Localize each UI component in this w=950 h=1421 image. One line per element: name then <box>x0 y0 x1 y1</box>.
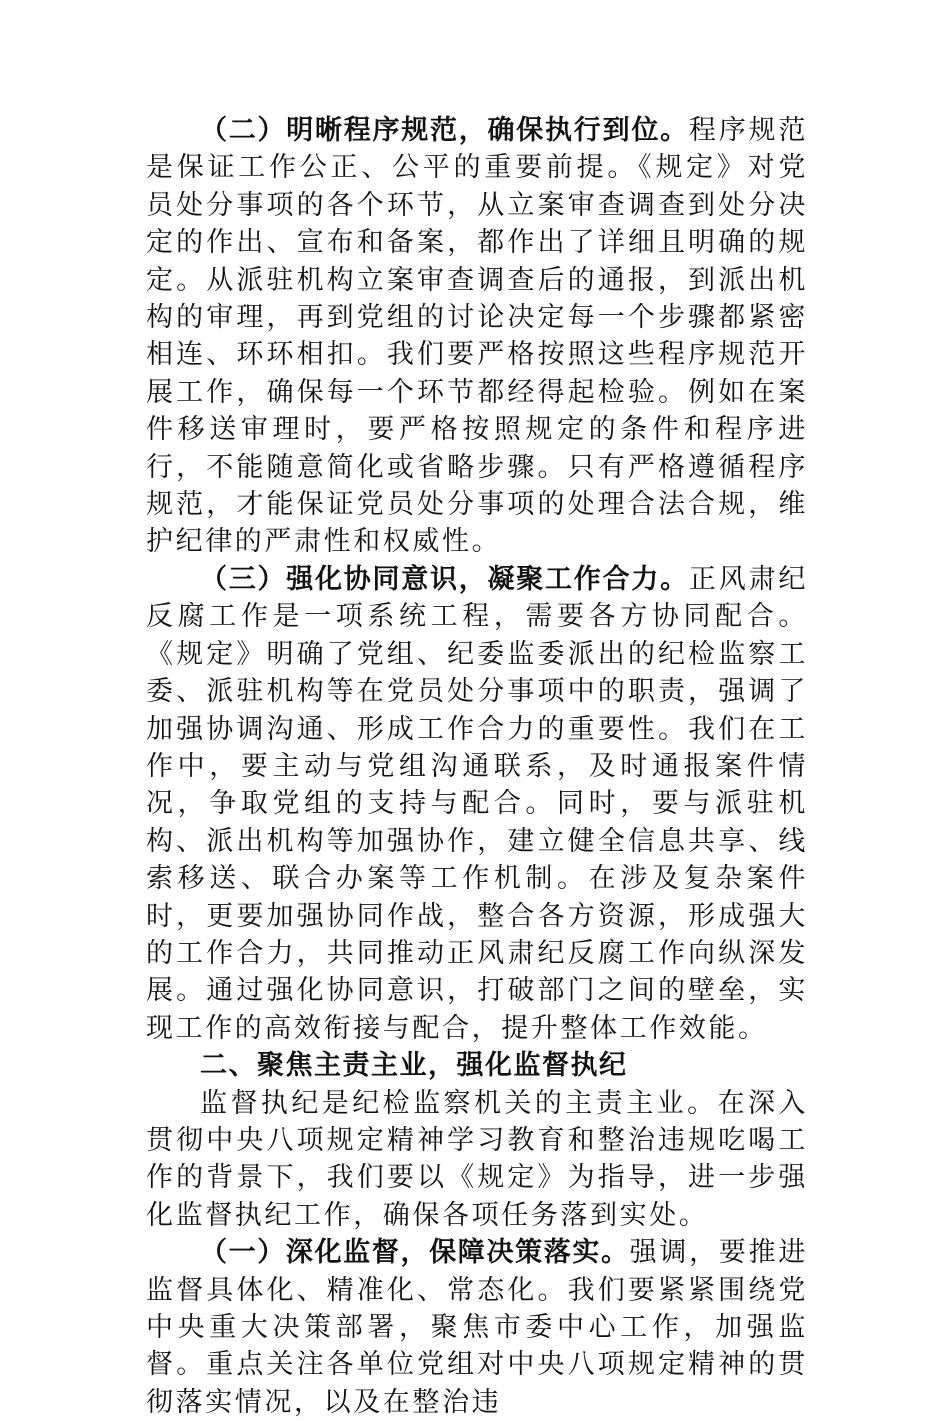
paragraph-body: 程序规范是保证工作公正、公平的重要前提。《规定》对党员处分事项的各个环节，从立案审查调查到处分决定的作出、宣布和备案，都作出了详细且明确的规定。从派驻机构立案审查调查后的通报，到派出机构的审理，再到党组的讨论决定每一个步骤都紧密相连、环环相扣。我们要严格按照这些程序规范开展工作，确保每一个环节都经得起检验。例如在案件移送审理时，要严格按照规定的条件和程序进行，不能随意简化或省略步骤。只有严格遵循程序规范，才能保证党员处分事项的处理合法合规，维护纪律的严肃性和权威性。 <box>146 115 809 558</box>
paragraph-lead: （三）强化协同意识，凝聚工作合力。 <box>200 563 689 595</box>
paragraph-lead: （一）深化监督，保障决策落实。 <box>200 1237 630 1269</box>
document-page <box>146 112 808 1421</box>
paragraph-procedure <box>146 112 808 561</box>
paragraph-supervision <box>146 1234 808 1421</box>
section-heading: 二、聚焦主责主业，强化监督执纪 <box>200 1050 628 1082</box>
section-intro: 监督执纪是纪检监察机关的主责主业。在深入贯彻中央八项规定精神学习教育和整治违规吃喝工作的背景下，我们要以《规定》为指导，进一步强化监督执纪工作，确保各项任务落到实处。 <box>146 1087 808 1231</box>
paragraph-body: 正风肃纪反腐工作是一项系统工程，需要各方协同配合。《规定》明确了党组、纪委监委派出的纪检监察工委、派驻机构等在党员处分事项中的职责，强调了加强协调沟通、形成工作合力的重要性。我们在工作中，要主动与党组沟通联系，及时通报案件情况，争取党组的支持与配合。同时，要与派驻机构、派出机构等加强协作，建立健全信息共享、线索移送、联合办案等工作机制。在涉及复杂案件时，更要加强协同作战，整合各方资源，形成强大的工作合力，共同推动正风肃纪反腐工作向纵深发展。通过强化协同意识，打破部门之间的壁垒，实现工作的高效衔接与配合，提升整体工作效能。 <box>146 563 809 1044</box>
paragraph-body: 强调，要推进监督具体化、精准化、常态化。我们要紧紧围绕党中央重大决策部署，聚焦市委中心工作，加强监督。重点关注各单位党组对中央八项规定精神的贯彻落实情况，以及在整治违 <box>146 1237 808 1418</box>
paragraph-lead: （二）明晰程序规范，确保执行到位。 <box>200 115 689 146</box>
paragraph-coordination <box>146 561 808 1047</box>
